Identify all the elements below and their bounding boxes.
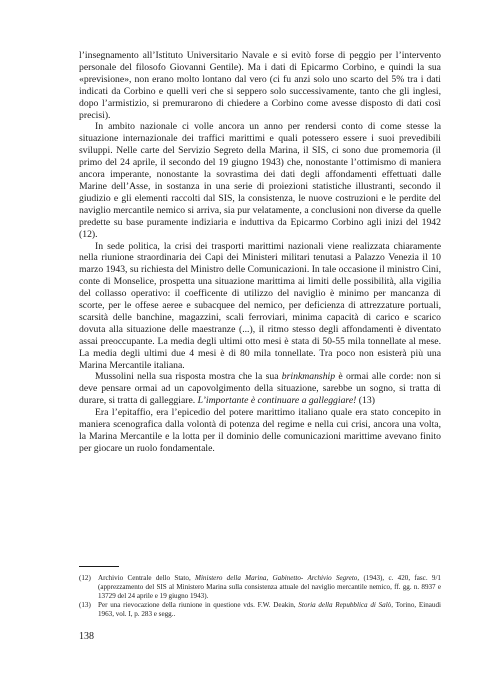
footnote-ref: (13) <box>356 395 375 407</box>
text-segment: Archivio Centrale dello Stato, <box>98 574 196 582</box>
text-segment: è ormai alle corde: non si deve pensare ormai ad un capovolgimento della situazione, sarebbe un sogno, si tratta di durare, si tratta di galleggiare. <box>79 371 441 407</box>
footnote-text <box>98 601 441 619</box>
paragraph <box>79 371 441 407</box>
body-text <box>79 50 441 455</box>
footnote-number: (12) <box>79 574 91 582</box>
footnote <box>79 574 441 601</box>
text-segment: (1943), c. 420, fasc. 9/1 (apprezzamento del SIS al Ministero Marina sulla consistenza attuale del naviglio mercantile nemico, ff. gg. n. 8937 e 13729 del 24 aprile e 19 giugno 1943). <box>98 574 441 600</box>
text-segment: Torino, Einaudi 1963, vol. I, p. 283 e segg.. <box>98 601 441 618</box>
text-segment: In ambito nazionale ci volle ancora un anno per rendersi conto di come stesse la situazione internazionale dei traffici marittimi e quali potessero essere i suoi prevedibili sviluppi. Nelle carte del Servizio Segreto della Marina, il SIS, ci sono due promemoria (il primo del 24 aprile, il secondo del 19 giugno 1943) che, nonostante l’ottimismo di maniera ancora imperante, nonostante la sovrastima dei dati degli affondamenti effettuati dalle Marine dell’Asse, in sostanza in una serie di proiezioni statistiche illustranti, secondo il giudizio e gli elementi raccolti dal SIS, la consistenza, le nuove costruzioni e le perdite del naviglio mercantile nemico si arriva, sia pur velatamente, a conclusioni non diverse da quelle predette su base puramente indiziaria e induttiva da Epicarmo Corbino agli inizi del 1942 (12). <box>79 121 441 240</box>
page-number: 138 <box>79 631 94 642</box>
text-segment: Era l’epitaffio, era l’epicedio del potere marittimo italiano quale era stato concepito in maniera scenografica dalla volontà di potenza del regime e nella cui crisi, ancora una volta, la Marina Mercantile e la lotta per il dominio delle comunicazioni marittime avevano finito per giocare un ruolo fondamentale. <box>79 407 441 454</box>
text-segment: Per una rievocazione della riunione in questione vds. F.W. Deakin, <box>98 601 299 609</box>
text-segment: Mussolini nella sua risposta mostra che la sua <box>95 371 282 383</box>
paragraph <box>79 407 441 455</box>
footnotes <box>79 574 441 619</box>
footnote-text <box>98 574 441 601</box>
footnote-rule <box>79 566 119 567</box>
footnote <box>79 601 441 619</box>
paragraph <box>79 50 441 121</box>
italic-title: Ministero della Marina, Gabinetto- Archivio Segreto, <box>195 574 360 582</box>
italic-quote: L’importante è continuare a galleggiare! <box>197 395 357 407</box>
footnote-number: (13) <box>79 601 91 609</box>
italic-term: brinkmanship <box>281 371 336 383</box>
paragraph <box>79 121 441 240</box>
text-segment: l’insegnamento all’Istituto Universitario Navale e si evitò forse di peggio per l’intervento personale del filosofo Giovanni Gentile). Ma i dati di Epicarmo Corbino, e quindi la sua «previsione», non erano molto lontano dal vero (ci fu anzi solo uno scarto del 5% tra i dati indicati da Corbino e quelli veri che si seppero solo successivamente, tanto che gli inglesi, dopo l’armistizio, si premurarono di chiedere a Corbino come avesse disposto di dati così precisi). <box>79 50 441 121</box>
paragraph <box>79 241 441 372</box>
text-segment: In sede politica, la crisi dei trasporti marittimi nazionali viene realizzata chiaramente nella riunione straordinaria dei Capi dei Ministeri militari tenutasi a Palazzo Venezia il 10 marzo 1943, su richiesta del Ministro delle Comunicazioni. In tale occasione il ministro Cini, conte di Monselice, prospetta una situazione marittima ai limiti delle possibilità, alla vigilia del collasso operativo: il coefficente di utilizzo del naviglio è minimo per mancanza di scorte, per le offese aeree e subacquee del nemico, per deficienza di attrezzature portuali, scarsità delle banchine, magazzini, scali ferroviari, minima capacità di carico e scarico dovuta alla situazione delle maestranze (...), il ritmo stesso degli affondamenti è diventato assai preoccupante. La media degli ultimi otto mesi è stata di 50-55 mila tonnellate al mese. La media degli ultimi due 4 mesi è di 80 mila tonnellate. Tra poco non esisterà più una Marina Mercantile italiana. <box>79 240 441 371</box>
italic-title: Storia della Repubblica di Salò, <box>298 601 393 609</box>
